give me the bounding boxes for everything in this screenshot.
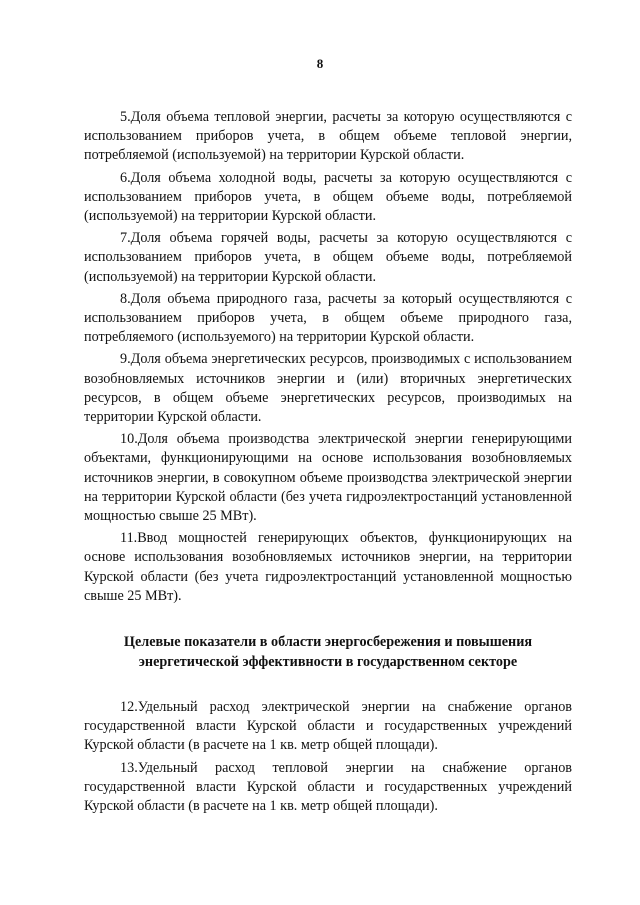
- section-heading: [84, 632, 572, 672]
- paragraph-item-10: 10.Доля объема производства электрической энергии генерирующими объектами, функционирующими на основе использования возобновляемых источников энергии, в совокупном объеме производства электрической энергии на территории Курской области (без учета гидроэлектростанций установленной мощностью свыше 25 МВт).: [84, 431, 572, 525]
- paragraph-item-6: 6.Доля объема холодной воды, расчеты за которую осуществляются с использованием приборов учета, в общем объеме воды, потребляемой (используемой) на территории Курской области.: [84, 169, 572, 225]
- paragraph-item-7: 7.Доля объема горячей воды, расчеты за которую осуществляются с использованием приборов учета, в общем объеме воды, потребляемой (используемой) на территории Курской области.: [84, 230, 572, 285]
- paragraph-item-11: 11.Ввод мощностей генерирующих объектов, функционирующих на основе использования возобновляемых источников энергии, на территории Курской области (без учета гидроэлектростанций установленной мощностью свыше 25 МВт).: [84, 530, 572, 604]
- document-body: [84, 108, 572, 819]
- section-heading-line-1: Целевые показатели в области энергосбережения и повышения: [123, 634, 533, 651]
- paragraph-item-13: 13.Удельный расход тепловой энергии на снабжение органов государственной власти Курской области и государственных учреждений Курской области (в расчете на 1 кв. метр общей площади).: [84, 759, 572, 815]
- page-number: 8: [316, 56, 324, 71]
- paragraph-item-8: 8.Доля объема природного газа, расчеты за который осуществляются с использованием приборов учета, в общем объеме природного газа, потребляемого (используемого) на территории Курской области.: [84, 290, 572, 346]
- paragraph-item-9: 9.Доля объема энергетических ресурсов, производимых с использованием возобновляемых источников энергии и (или) вторичных энергетических ресурсов, в общем объеме энергетических ресурсов, производимых на территории Курской области.: [84, 351, 572, 426]
- paragraph-item-5: 5.Доля объема тепловой энергии, расчеты за которую осуществляются с использованием приборов учета, в общем объеме тепловой энергии, потребляемой (используемой) на территории Курской области.: [84, 109, 572, 164]
- paragraph-item-12: 12.Удельный расход электрической энергии на снабжение органов государственной власти Курской области и государственных учреждений Курской области (в расчете на 1 кв. метр общей площади).: [84, 699, 572, 754]
- section-heading-line-2: энергетической эффективности в государственном секторе: [138, 654, 518, 671]
